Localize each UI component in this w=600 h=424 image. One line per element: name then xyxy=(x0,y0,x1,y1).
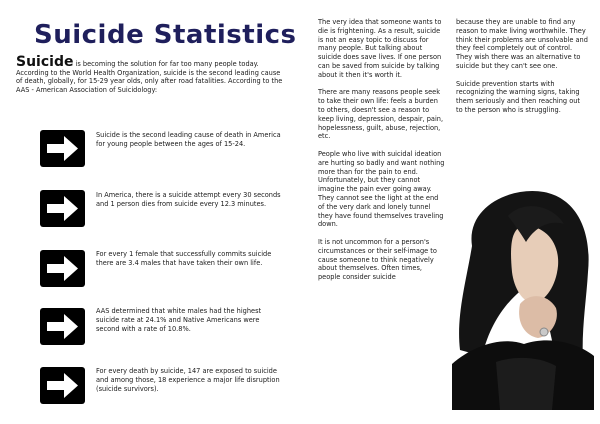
stat-item-4: AAS determined that white males had the highest suicide rate at 24.1% and Native Americans were second with a rate of 10.8%. xyxy=(96,307,262,333)
paragraph: People who live with suicidal ideation are hurting so badly and want nothing more than for the pain to end. Unfortunately, but they cannot imagine the pain ever going away. They cannot see the light at the end of the very dark and lonely tunnel they have found themselves traveling down. xyxy=(318,149,445,229)
text-column-2 xyxy=(318,18,446,291)
paragraph: because they are unable to find any reason to make living worthwhile. They think their problems are unsolvable and they feel completely out of control. They wish there was an alternative to suicide but they can't see one. xyxy=(456,18,588,70)
right-arrow-icon xyxy=(40,367,85,404)
right-arrow-icon xyxy=(40,250,85,287)
stat-item-1: Suicide is the second leading cause of death in America for young people between the ages of 15-24. xyxy=(96,131,281,148)
paragraph: It is not uncommon for a person's circumstances or their self-image to cause someone to think negatively about themselves. Often times, people consider suicide xyxy=(318,237,437,282)
intro-text: is becoming the solution for far too many people today. According to the World Health Organization, suicide is the second leading cause of death, globally, for 15-29 year olds, only after road fatalities. According to the AAS - American Association of Suicidology: xyxy=(16,60,283,94)
distressed-person-photo xyxy=(452,186,594,410)
paragraph: Suicide prevention starts with recognizing the warning signs, taking them seriously and then reaching out to the person who is struggling. xyxy=(456,79,581,114)
stat-item-5: For every death by suicide, 147 are exposed to suicide and among those, 18 experience a major life disruption (suicide survivors). xyxy=(96,367,280,393)
right-arrow-icon xyxy=(40,130,85,167)
intro-paragraph xyxy=(16,54,286,94)
text-column-3 xyxy=(456,18,588,124)
intro-lead-word: Suicide xyxy=(16,54,74,70)
stat-item-2: In America, there is a suicide attempt every 30 seconds and 1 person dies from suicide every 12.3 minutes. xyxy=(96,191,281,208)
stat-item-3: For every 1 female that successfully commits suicide there are 3.4 males that have taken their own life. xyxy=(96,250,272,267)
page-title: Suicide Statistics xyxy=(34,20,297,50)
paragraph: The very idea that someone wants to die is frightening. As a result, suicide is not an easy topic to discuss for many people. But talking about suicide does save lives. If one person can be saved from suicide by talking about it then it's worth it. xyxy=(318,18,442,79)
right-arrow-icon xyxy=(40,308,85,345)
paragraph: There are many reasons people seek to take their own life: feels a burden to others, doesn't see a reason to keep living, depression, despair, pain, hopelessness, guilt, abuse, rejection, etc. xyxy=(318,88,444,141)
right-arrow-icon xyxy=(40,190,85,227)
